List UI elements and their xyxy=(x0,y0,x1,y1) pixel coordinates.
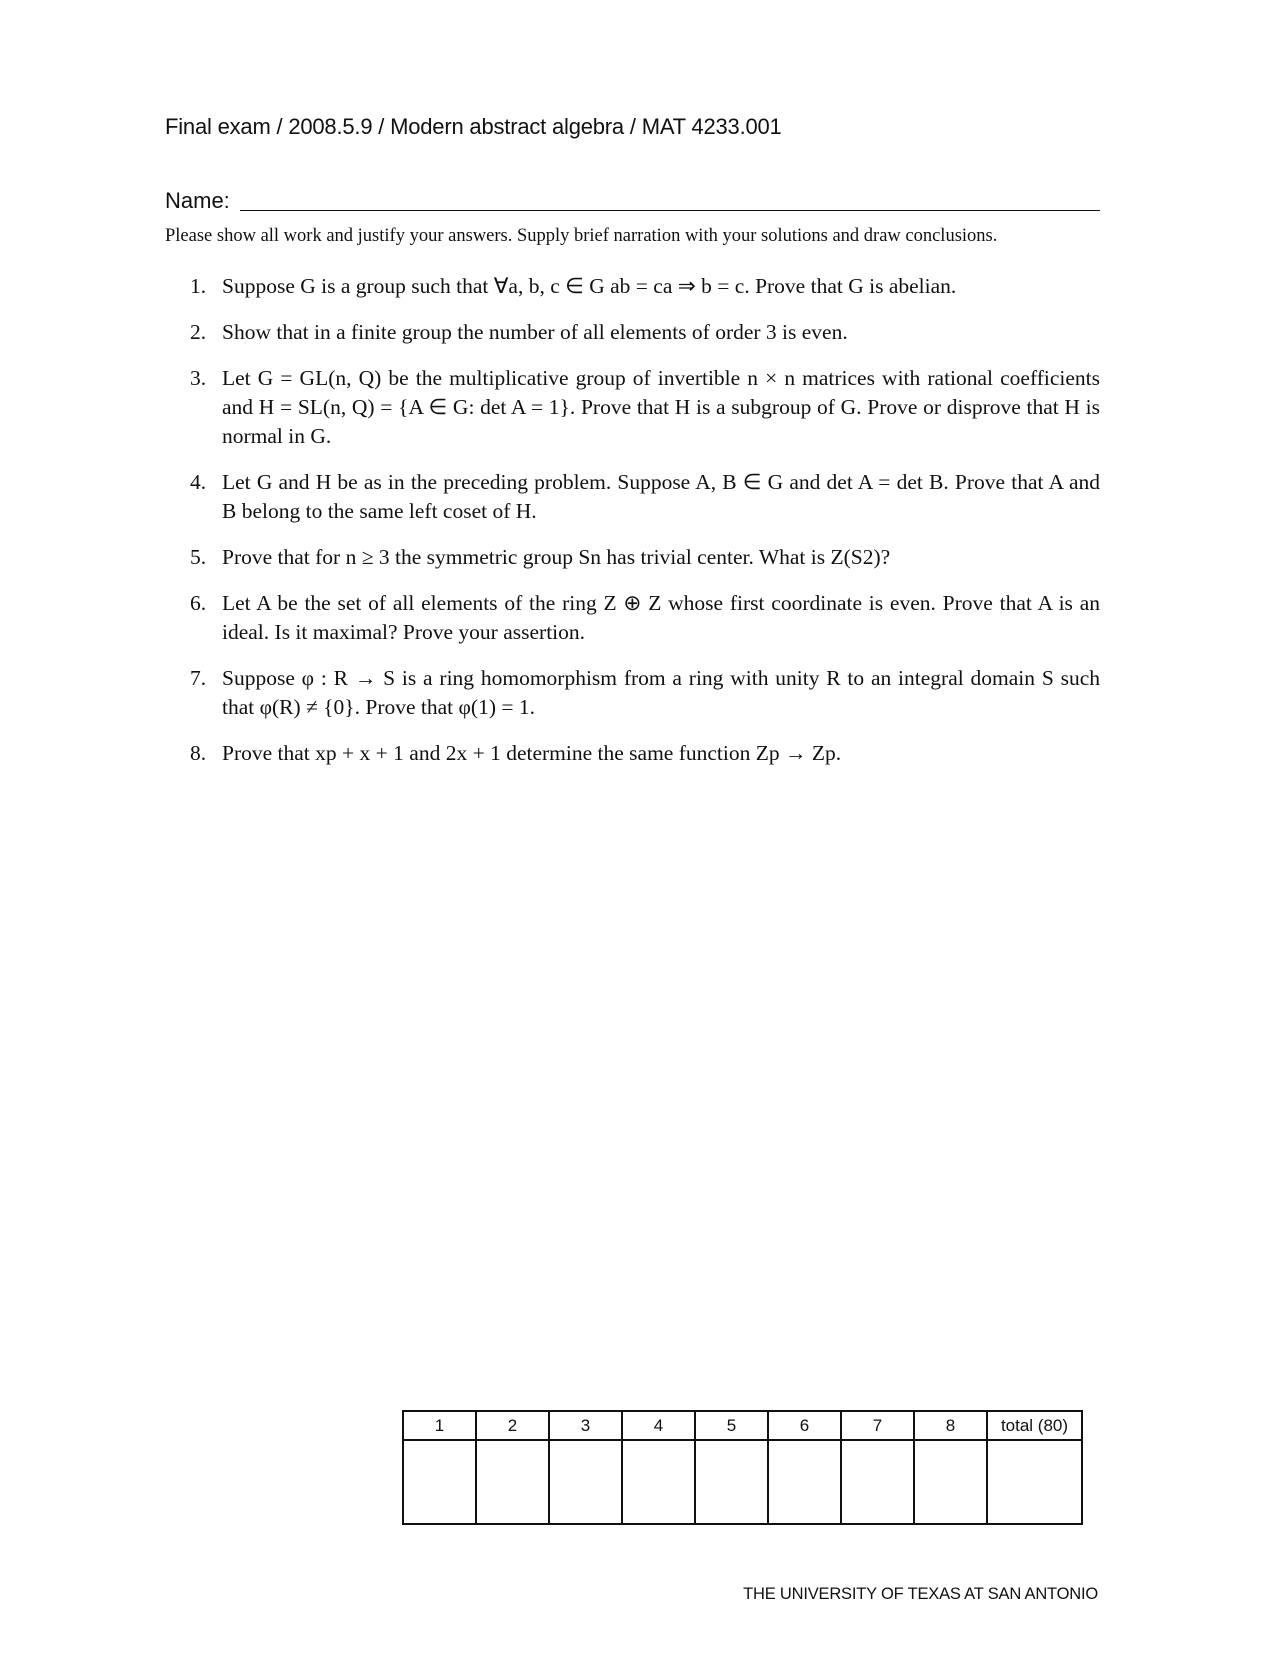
score-header-cell: 4 xyxy=(622,1411,695,1440)
score-cell xyxy=(476,1440,549,1524)
problem-number: 5. xyxy=(190,545,207,569)
problem-number: 7. xyxy=(190,666,207,690)
score-header-cell: 5 xyxy=(695,1411,768,1440)
name-field[interactable] xyxy=(240,190,1100,211)
problem-8 xyxy=(190,739,1100,768)
problem-text: Prove that for n ≥ 3 the symmetric group Sn has trivial center. What is Z(S2)? xyxy=(222,545,891,569)
score-entry-row xyxy=(403,1440,1082,1524)
problem-text: Let G and H be as in the preceding problem. Suppose A, B ∈ G and det A = det B. Prove that A and B belong to the same left coset of H. xyxy=(222,470,1100,523)
problem-7 xyxy=(190,664,1100,722)
score-cell xyxy=(768,1440,841,1524)
problem-text: Suppose G is a group such that ∀a, b, c ∈ G ab = ca ⇒ b = c. Prove that G is abelian. xyxy=(222,274,957,298)
exam-title: Final exam / 2008.5.9 / Modern abstract algebra / MAT 4233.001 xyxy=(165,114,782,139)
score-cell xyxy=(914,1440,987,1524)
score-header-cell: 1 xyxy=(403,1411,476,1440)
problem-3 xyxy=(190,364,1100,451)
score-header-cell: 2 xyxy=(476,1411,549,1440)
score-cell xyxy=(622,1440,695,1524)
problem-text: Suppose φ : R → S is a ring homomorphism from a ring with unity R to an integral domain S such that φ(R) ≠ {0}. Prove that φ(1) = 1. xyxy=(222,666,1100,719)
problem-text: Let A be the set of all elements of the ring Z ⊕ Z whose first coordinate is even. Prove that A is an ideal. Is it maximal? Prove your assertion. xyxy=(222,591,1100,644)
problem-number: 2. xyxy=(190,320,207,344)
problem-1 xyxy=(190,272,1100,301)
problem-number: 3. xyxy=(190,366,207,390)
problem-text: Show that in a finite group the number of all elements of order 3 is even. xyxy=(222,320,848,344)
problem-4 xyxy=(190,468,1100,526)
score-header-cell: total (80) xyxy=(987,1411,1082,1440)
problem-number: 6. xyxy=(190,591,207,615)
score-table xyxy=(402,1410,1083,1525)
problem-number: 8. xyxy=(190,741,207,765)
score-header-cell: 7 xyxy=(841,1411,914,1440)
institution-footer: THE UNIVERSITY OF TEXAS AT SAN ANTONIO xyxy=(743,1585,1098,1603)
problem-number: 1. xyxy=(190,274,207,298)
score-cell xyxy=(403,1440,476,1524)
problem-list xyxy=(190,272,1100,785)
problem-text: Prove that xp + x + 1 and 2x + 1 determine the same function Zp → Zp. xyxy=(222,741,842,765)
score-total-cell xyxy=(987,1440,1082,1524)
problem-6 xyxy=(190,589,1100,647)
problem-5 xyxy=(190,543,1100,572)
score-header-cell: 6 xyxy=(768,1411,841,1440)
problem-number: 4. xyxy=(190,470,207,494)
name-row xyxy=(165,188,1100,214)
instructions: Please show all work and justify your answers. Supply brief narration with your solutions and draw conclusions. xyxy=(165,226,998,246)
problem-text: Let G = GL(n, Q) be the multiplicative group of invertible n × n matrices with rational coefficients and H = SL(n, Q) = {A ∈ G: det A = 1}. Prove that H is a subgroup of G. Prove or disprove that H is normal in G. xyxy=(222,366,1100,448)
score-cell xyxy=(841,1440,914,1524)
score-header-cell: 3 xyxy=(549,1411,622,1440)
score-cell xyxy=(695,1440,768,1524)
score-header-cell: 8 xyxy=(914,1411,987,1440)
score-cell xyxy=(549,1440,622,1524)
problem-2 xyxy=(190,318,1100,347)
score-header-row xyxy=(403,1411,1082,1440)
name-label: Name: xyxy=(165,188,230,213)
